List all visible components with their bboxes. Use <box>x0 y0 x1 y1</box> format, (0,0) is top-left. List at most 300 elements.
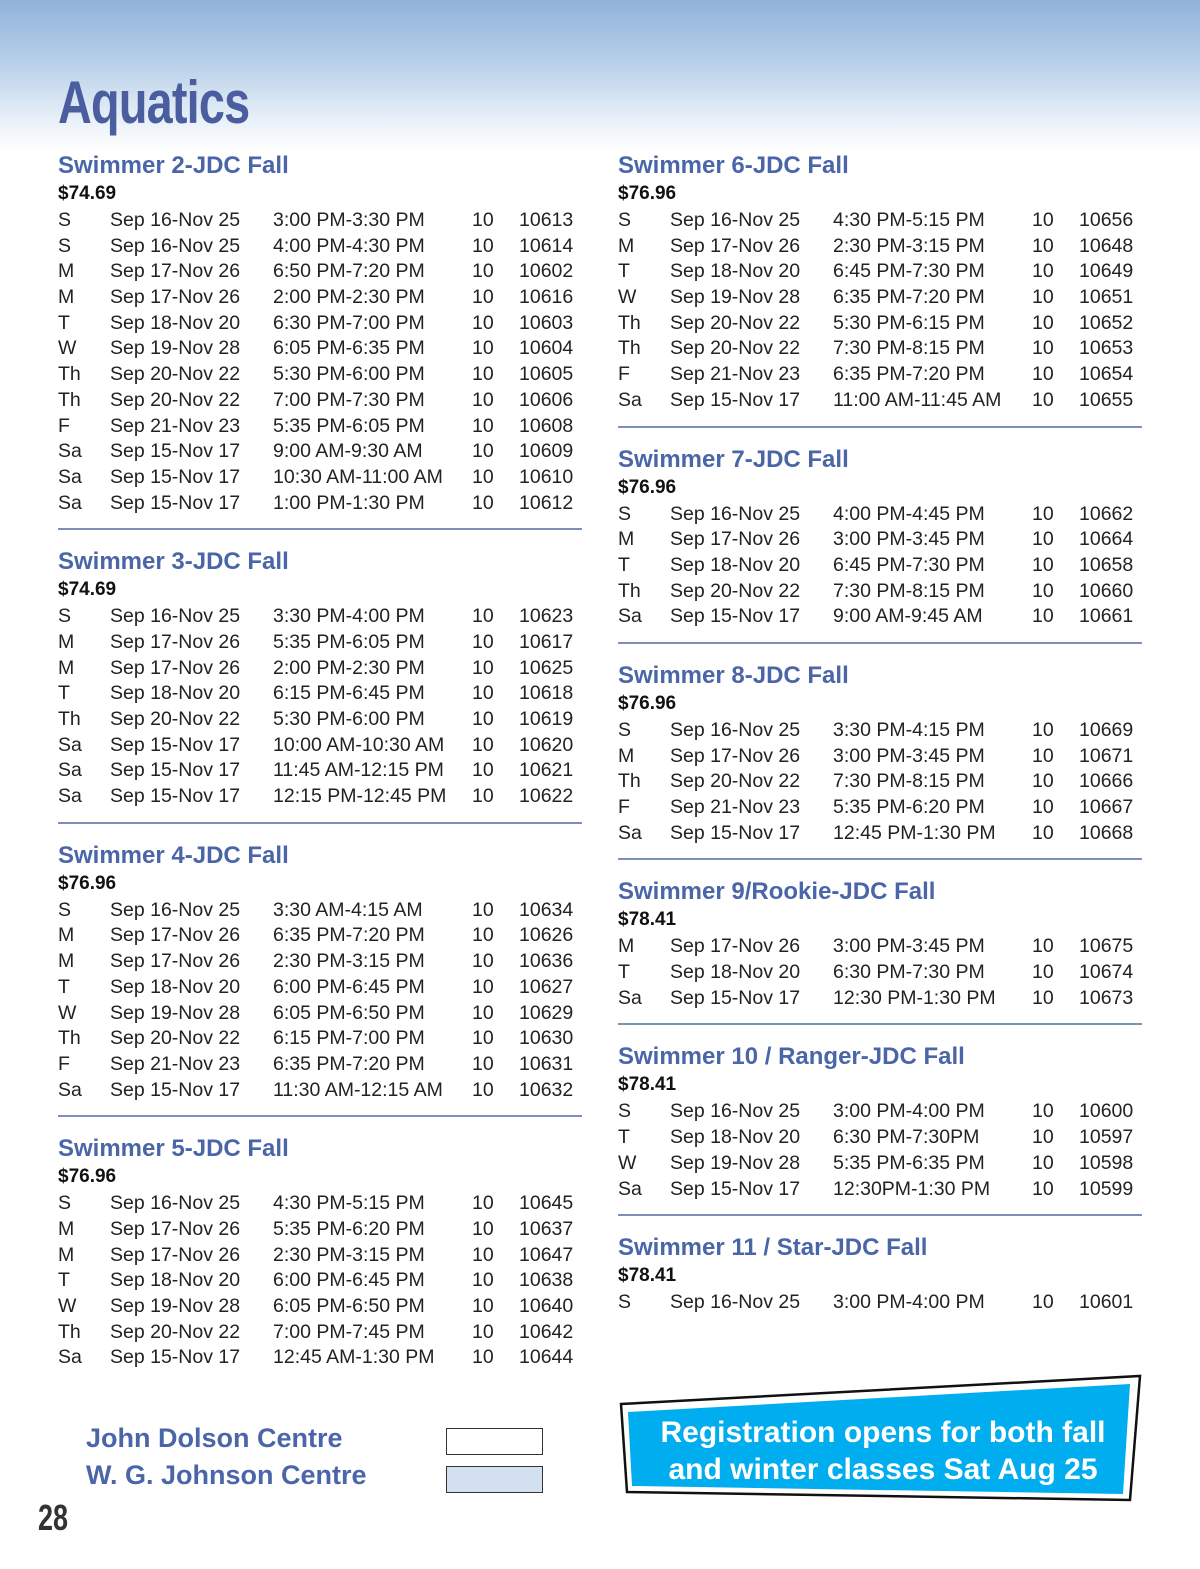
date-range: Sep 19-Nov 28 <box>110 337 241 360</box>
course-code: 10598 <box>1079 1151 1134 1174</box>
day: Th <box>58 1320 81 1343</box>
date-range: Sep 16-Nov 25 <box>110 1192 241 1215</box>
schedule-row <box>58 1026 582 1052</box>
date-range: Sep 15-Nov 17 <box>110 785 241 808</box>
class-section <box>58 1133 582 1383</box>
date-range: Sep 15-Nov 17 <box>110 1078 241 1101</box>
day: M <box>618 744 635 767</box>
day: Sa <box>58 440 82 463</box>
course-code: 10617 <box>519 630 574 653</box>
date-range: Sep 15-Nov 17 <box>110 759 241 782</box>
day: M <box>58 950 75 973</box>
time: 2:30 PM-3:15 PM <box>273 950 425 973</box>
day: F <box>58 414 70 437</box>
date-range: Sep 15-Nov 17 <box>670 1177 801 1200</box>
section-price: $78.41 <box>618 1265 677 1287</box>
time: 7:00 PM-7:45 PM <box>273 1320 425 1343</box>
day: Th <box>618 579 641 602</box>
time: 4:00 PM-4:30 PM <box>273 234 425 257</box>
course-code: 10609 <box>519 440 574 463</box>
course-code: 10597 <box>1079 1126 1134 1149</box>
schedule-row <box>618 986 1142 1012</box>
day: M <box>58 924 75 947</box>
date-range: Sep 18-Nov 20 <box>670 1126 801 1149</box>
day: S <box>58 209 72 231</box>
course-code: 10613 <box>519 209 574 231</box>
section-title: Swimmer 8-JDC Fall <box>618 661 849 689</box>
date-range: Sep 17-Nov 26 <box>110 1243 241 1266</box>
session-count: 10 <box>472 1192 494 1215</box>
time: 11:45 AM-12:15 PM <box>273 759 444 782</box>
section-title: Swimmer 9/Rookie-JDC Fall <box>618 878 936 906</box>
schedule-row <box>618 769 1142 795</box>
course-code: 10627 <box>519 975 574 998</box>
session-count: 10 <box>472 759 494 782</box>
course-code: 10638 <box>519 1269 574 1292</box>
schedule-row <box>58 1001 582 1027</box>
session-count: 10 <box>472 656 494 679</box>
session-count: 10 <box>472 363 494 386</box>
session-count: 10 <box>1032 311 1054 334</box>
schedule-row <box>58 491 582 517</box>
date-range: Sep 16-Nov 25 <box>670 1100 801 1123</box>
session-count: 10 <box>1032 502 1054 525</box>
course-code: 10669 <box>1079 718 1134 741</box>
course-code: 10664 <box>1079 528 1134 551</box>
time: 2:30 PM-3:15 PM <box>833 234 985 257</box>
schedule-row <box>618 579 1142 605</box>
session-count: 10 <box>472 286 494 309</box>
day: M <box>58 286 75 309</box>
page-number: 28 <box>38 1497 69 1538</box>
day: M <box>618 528 635 551</box>
time: 6:15 PM-7:00 PM <box>273 1027 425 1050</box>
schedule-row <box>58 656 582 682</box>
date-range: Sep 17-Nov 26 <box>670 744 801 767</box>
time: 12:30 PM-1:30 PM <box>833 986 996 1009</box>
section-price: $76.96 <box>618 183 677 204</box>
course-code: 10675 <box>1079 935 1134 958</box>
course-code: 10668 <box>1079 821 1134 844</box>
day: F <box>618 363 630 386</box>
section-price: $78.41 <box>618 1074 677 1096</box>
course-code: 10608 <box>519 414 574 437</box>
banner-text <box>638 1414 1128 1488</box>
section-price: $76.96 <box>618 476 677 498</box>
date-range: Sep 21-Nov 23 <box>110 414 241 437</box>
course-code: 10645 <box>519 1192 574 1215</box>
course-code: 10623 <box>519 605 574 628</box>
course-code: 10606 <box>519 388 574 411</box>
date-range: Sep 16-Nov 25 <box>110 605 241 628</box>
time: 6:45 PM-7:30 PM <box>833 260 985 283</box>
day: M <box>618 935 635 958</box>
day: Th <box>618 770 641 793</box>
course-code: 10618 <box>519 682 574 705</box>
course-code: 10634 <box>519 898 574 921</box>
schedule-row <box>618 362 1142 388</box>
schedule-row <box>618 795 1142 821</box>
session-count: 10 <box>472 708 494 730</box>
session-count: 10 <box>1032 796 1054 818</box>
schedule-row <box>58 784 582 810</box>
session-count: 10 <box>472 414 494 437</box>
course-code: 10644 <box>519 1346 574 1369</box>
session-count: 10 <box>1032 363 1054 386</box>
section-price: $76.96 <box>58 1166 117 1188</box>
session-count: 10 <box>1032 744 1054 767</box>
time: 5:30 PM-6:15 PM <box>833 311 985 334</box>
course-code: 10629 <box>519 1001 574 1024</box>
course-code: 10626 <box>519 924 574 947</box>
day: M <box>58 1243 75 1266</box>
time: 3:00 PM-3:45 PM <box>833 528 985 551</box>
session-count: 10 <box>472 440 494 463</box>
course-code: 10610 <box>519 465 574 488</box>
time: 6:35 PM-7:20 PM <box>273 924 425 947</box>
date-range: Sep 15-Nov 17 <box>110 733 241 756</box>
time: 3:30 PM-4:15 PM <box>833 718 985 741</box>
date-range: Sep 20-Nov 22 <box>670 311 801 334</box>
course-code: 10631 <box>519 1052 574 1075</box>
schedule-row <box>618 718 1142 744</box>
session-count: 10 <box>472 605 494 628</box>
session-count: 10 <box>472 1346 494 1369</box>
course-code: 10647 <box>519 1243 574 1266</box>
day: S <box>58 234 72 257</box>
day: Th <box>58 708 81 730</box>
time: 6:00 PM-6:45 PM <box>273 1269 425 1292</box>
class-section <box>618 444 1142 644</box>
day: Sa <box>618 605 642 628</box>
date-range: Sep 18-Nov 20 <box>110 1269 241 1292</box>
session-count: 10 <box>1032 1177 1054 1200</box>
section-title: Swimmer 4-JDC Fall <box>58 841 289 869</box>
session-count: 10 <box>472 924 494 947</box>
time: 2:30 PM-3:15 PM <box>273 1243 425 1266</box>
date-range: Sep 17-Nov 26 <box>110 260 241 283</box>
course-code: 10616 <box>519 286 574 309</box>
class-section <box>58 840 582 1118</box>
session-count: 10 <box>1032 260 1054 283</box>
time: 6:45 PM-7:30 PM <box>833 553 985 576</box>
banner-line-1: Registration opens for both fall <box>660 1416 1106 1449</box>
banner-line-2: and winter classes Sat Aug 25 <box>668 1453 1098 1486</box>
day: Sa <box>618 1177 642 1200</box>
day: M <box>58 656 75 679</box>
date-range: Sep 20-Nov 22 <box>110 1320 241 1343</box>
course-code: 10614 <box>519 234 574 257</box>
class-section <box>58 150 582 530</box>
time: 6:00 PM-6:45 PM <box>273 975 425 998</box>
day: Sa <box>58 1346 82 1369</box>
schedule-row <box>58 1345 582 1371</box>
date-range: Sep 18-Nov 20 <box>110 311 241 334</box>
date-range: Sep 17-Nov 26 <box>670 935 801 958</box>
date-range: Sep 17-Nov 26 <box>110 950 241 973</box>
session-count: 10 <box>1032 821 1054 844</box>
date-range: Sep 15-Nov 17 <box>110 440 241 463</box>
time: 5:35 PM-6:20 PM <box>833 796 985 818</box>
course-code: 10658 <box>1079 553 1134 576</box>
session-count: 10 <box>472 1295 494 1317</box>
course-code: 10653 <box>1079 337 1134 360</box>
day: Th <box>58 1027 81 1050</box>
schedule-row <box>58 465 582 491</box>
section-title: Swimmer 7-JDC Fall <box>618 445 849 473</box>
course-code: 10632 <box>519 1078 574 1101</box>
course-code: 10666 <box>1079 770 1134 793</box>
section-price: $76.96 <box>618 692 677 714</box>
time: 2:00 PM-2:30 PM <box>273 286 425 309</box>
date-range: Sep 18-Nov 20 <box>670 961 801 984</box>
schedule-row <box>58 949 582 975</box>
time: 5:30 PM-6:00 PM <box>273 708 425 730</box>
day: T <box>58 682 70 705</box>
course-code: 10651 <box>1079 286 1134 309</box>
schedule-row <box>618 934 1142 960</box>
schedule-row <box>58 1243 582 1269</box>
session-count: 10 <box>1032 1151 1054 1174</box>
session-count: 10 <box>472 950 494 973</box>
day: T <box>58 311 70 334</box>
schedule-row <box>58 259 582 285</box>
time: 6:30 PM-7:00 PM <box>273 311 425 334</box>
date-range: Sep 19-Nov 28 <box>110 1295 241 1317</box>
date-range: Sep 15-Nov 17 <box>670 605 801 628</box>
time: 5:30 PM-6:00 PM <box>273 363 425 386</box>
day: Th <box>58 363 81 386</box>
registration-banner <box>618 1372 1144 1512</box>
section-price: $78.41 <box>618 909 677 931</box>
course-code: 10621 <box>519 759 574 782</box>
session-count: 10 <box>1032 605 1054 628</box>
time: 6:50 PM-7:20 PM <box>273 260 425 283</box>
course-code: 10599 <box>1079 1177 1134 1200</box>
date-range: Sep 20-Nov 22 <box>110 363 241 386</box>
section-title: Swimmer 6-JDC Fall <box>618 152 849 179</box>
schedule-row <box>618 1099 1142 1125</box>
session-count: 10 <box>1032 1291 1054 1314</box>
date-range: Sep 21-Nov 23 <box>110 1052 241 1075</box>
date-range: Sep 17-Nov 26 <box>110 630 241 653</box>
date-range: Sep 15-Nov 17 <box>670 986 801 1009</box>
schedule-row <box>618 1151 1142 1177</box>
schedule-row <box>58 1052 582 1078</box>
class-section <box>618 1041 1142 1216</box>
schedule-row <box>618 208 1142 234</box>
date-range: Sep 18-Nov 20 <box>110 975 241 998</box>
date-range: Sep 15-Nov 17 <box>670 821 801 844</box>
session-count: 10 <box>472 1027 494 1050</box>
date-range: Sep 16-Nov 25 <box>110 209 241 231</box>
time: 12:30PM-1:30 PM <box>833 1177 991 1200</box>
course-code: 10605 <box>519 363 574 386</box>
date-range: Sep 20-Nov 22 <box>670 337 801 360</box>
schedule-row <box>58 439 582 465</box>
session-count: 10 <box>1032 986 1054 1009</box>
course-code: 10671 <box>1079 744 1134 767</box>
class-section <box>58 546 582 824</box>
day: W <box>58 1295 77 1317</box>
time: 12:15 PM-12:45 PM <box>273 785 447 808</box>
schedule-row <box>58 414 582 440</box>
class-section <box>618 1232 1142 1328</box>
time: 12:45 AM-1:30 PM <box>273 1346 435 1369</box>
session-count: 10 <box>472 209 494 231</box>
schedule-row <box>58 1217 582 1243</box>
time: 3:00 PM-4:00 PM <box>833 1100 985 1123</box>
schedule-row <box>58 362 582 388</box>
course-code: 10619 <box>519 708 574 730</box>
day: S <box>618 718 632 741</box>
session-count: 10 <box>472 1243 494 1266</box>
course-code: 10604 <box>519 337 574 360</box>
schedule-row <box>58 1268 582 1294</box>
section-title: Swimmer 11 / Star-JDC Fall <box>618 1234 928 1262</box>
section-title: Swimmer 5-JDC Fall <box>58 1135 289 1163</box>
date-range: Sep 15-Nov 17 <box>110 491 241 514</box>
session-count: 10 <box>472 465 494 488</box>
schedule-row <box>58 1294 582 1320</box>
day: S <box>58 898 72 921</box>
legend-wgj-label: W. G. Johnson Centre <box>86 1460 367 1490</box>
session-count: 10 <box>472 785 494 808</box>
date-range: Sep 21-Nov 23 <box>670 796 801 818</box>
session-count: 10 <box>1032 961 1054 984</box>
session-count: 10 <box>1032 770 1054 793</box>
date-range: Sep 17-Nov 26 <box>670 528 801 551</box>
course-code: 10612 <box>519 491 574 514</box>
section-title: Swimmer 10 / Ranger-JDC Fall <box>618 1043 965 1071</box>
schedule-row <box>618 604 1142 630</box>
course-code: 10601 <box>1079 1291 1134 1314</box>
schedule-row <box>58 898 582 924</box>
section-price: $74.69 <box>58 183 117 204</box>
time: 10:30 AM-11:00 AM <box>273 465 443 488</box>
session-count: 10 <box>1032 528 1054 551</box>
date-range: Sep 18-Nov 20 <box>670 260 801 283</box>
session-count: 10 <box>472 388 494 411</box>
session-count: 10 <box>472 311 494 334</box>
time: 3:30 AM-4:15 AM <box>273 898 423 921</box>
session-count: 10 <box>472 1001 494 1024</box>
schedule-row <box>58 311 582 337</box>
course-code: 10630 <box>519 1027 574 1050</box>
time: 5:35 PM-6:05 PM <box>273 414 425 437</box>
course-code: 10662 <box>1079 502 1134 525</box>
day: T <box>58 1269 70 1292</box>
course-code: 10603 <box>519 311 574 334</box>
course-code: 10660 <box>1079 579 1134 602</box>
course-code: 10640 <box>519 1295 574 1317</box>
schedule-row <box>58 758 582 784</box>
course-code: 10620 <box>519 733 574 756</box>
date-range: Sep 19-Nov 28 <box>110 1001 241 1024</box>
time: 4:30 PM-5:15 PM <box>833 209 985 231</box>
schedule-row <box>618 960 1142 986</box>
course-code: 10637 <box>519 1217 574 1240</box>
day: Th <box>58 388 81 411</box>
date-range: Sep 20-Nov 22 <box>110 388 241 411</box>
schedule-row <box>618 388 1142 414</box>
time: 7:30 PM-8:15 PM <box>833 579 985 602</box>
session-count: 10 <box>472 1217 494 1240</box>
schedule-row <box>58 923 582 949</box>
date-range: Sep 17-Nov 26 <box>110 286 241 309</box>
schedule-row <box>58 285 582 311</box>
course-code: 10656 <box>1079 209 1134 231</box>
time: 10:00 AM-10:30 AM <box>273 733 445 756</box>
session-count: 10 <box>1032 718 1054 741</box>
day: W <box>58 1001 77 1024</box>
page-title: Aquatics <box>58 69 250 136</box>
time: 7:30 PM-8:15 PM <box>833 337 985 360</box>
day: Sa <box>618 388 642 411</box>
time: 3:00 PM-3:45 PM <box>833 935 985 958</box>
schedule-row <box>58 630 582 656</box>
course-code: 10652 <box>1079 311 1134 334</box>
time: 6:30 PM-7:30PM <box>833 1126 980 1149</box>
date-range: Sep 17-Nov 26 <box>670 234 801 257</box>
schedule-row <box>618 1125 1142 1151</box>
session-count: 10 <box>472 491 494 514</box>
session-count: 10 <box>472 682 494 705</box>
date-range: Sep 21-Nov 23 <box>670 363 801 386</box>
schedule-row <box>58 1320 582 1346</box>
date-range: Sep 20-Nov 22 <box>110 1027 241 1050</box>
time: 6:35 PM-7:20 PM <box>833 363 985 386</box>
day: Sa <box>58 1078 82 1101</box>
date-range: Sep 17-Nov 26 <box>110 1217 241 1240</box>
session-count: 10 <box>472 898 494 921</box>
session-count: 10 <box>472 260 494 283</box>
session-count: 10 <box>472 1269 494 1292</box>
schedule-row <box>618 1177 1142 1203</box>
section-title: Swimmer 2-JDC Fall <box>58 152 289 179</box>
day: S <box>618 502 632 525</box>
course-code: 10649 <box>1079 260 1134 283</box>
schedule-row <box>58 707 582 733</box>
time: 9:00 AM-9:45 AM <box>833 605 983 628</box>
session-count: 10 <box>472 630 494 653</box>
schedule-row <box>618 336 1142 362</box>
date-range: Sep 19-Nov 28 <box>670 286 801 309</box>
time: 6:35 PM-7:20 PM <box>273 1052 425 1075</box>
day: W <box>618 286 637 309</box>
date-range: Sep 16-Nov 25 <box>670 718 801 741</box>
date-range: Sep 20-Nov 22 <box>670 770 801 793</box>
day: Sa <box>58 785 82 808</box>
course-code: 10673 <box>1079 986 1134 1009</box>
day: M <box>58 630 75 653</box>
session-count: 10 <box>1032 209 1054 231</box>
right-column <box>618 150 1142 1344</box>
date-range: Sep 20-Nov 22 <box>670 579 801 602</box>
schedule-row <box>58 1191 582 1217</box>
course-code: 10625 <box>519 656 574 679</box>
time: 6:05 PM-6:35 PM <box>273 337 425 360</box>
schedule-row <box>58 234 582 260</box>
session-count: 10 <box>1032 388 1054 411</box>
date-range: Sep 16-Nov 25 <box>110 234 241 257</box>
day: F <box>58 1052 70 1075</box>
date-range: Sep 16-Nov 25 <box>670 209 801 231</box>
schedule-row <box>58 604 582 630</box>
date-range: Sep 19-Nov 28 <box>670 1151 801 1174</box>
time: 3:00 PM-3:45 PM <box>833 744 985 767</box>
day: F <box>618 796 630 818</box>
